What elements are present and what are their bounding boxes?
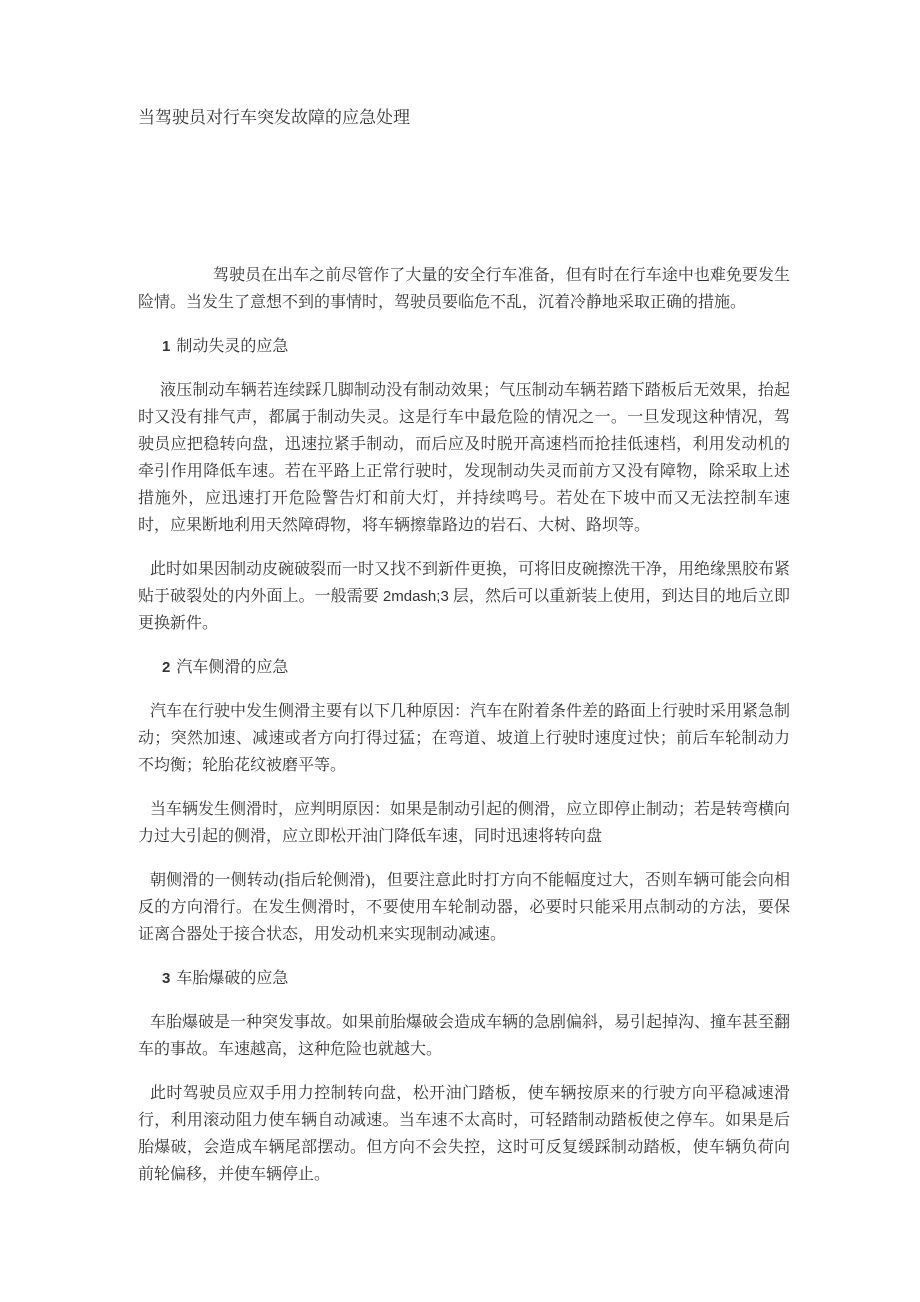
section-number-2: 2	[162, 659, 171, 676]
section-heading-label-2: 汽车侧滑的应急	[176, 659, 289, 676]
section1-paragraph-2	[138, 556, 790, 637]
section1-paragraph-1: 液压制动车辆若连续踩几脚制动没有制动效果；气压制动车辆若踏下踏板后无效果，抬起时又没有排气声，都属于制动失灵。这是行车中最危险的情况之一。一旦发现这种情况，驾驶员应把稳转向盘，迅速拉紧手制动，而后应及时脱开高速档而抢挂低速档，利用发动机的牵引作用降低车速。若在平路上正常行驶时，发现制动失灵而前方又没有障物，除采取上述措施外，应迅速打开危险警告灯和前大灯，并持续鸣号。若处在下坡中而又无法控制车速时，应果断地利用天然障碍物，将车辆擦靠路边的岩石、大树、路坝等。	[138, 382, 790, 534]
section3-paragraph-2: 此时驾驶员应双手用力控制转向盘，松开油门踏板，使车辆按原来的行驶方向平稳减速滑行，利用滚动阻力使车辆自动减速。当车速不太高时，可轻踏制动踏板使之停车。如果是后胎爆破，会造成车辆尾部摆动。但方向不会失控，这时可反复缓踩制动踏板，使车辆负荷向前轮偏移，并使车辆停止。	[138, 1085, 790, 1183]
section-heading-1	[138, 333, 790, 360]
section-number-1: 1	[162, 338, 171, 355]
section2-paragraph-2: 当车辆发生侧滑时，应判明原因：如果是制动引起的侧滑，应立即停止制动；若是转弯横向力过大引起的侧滑，应立即松开油门降低车速，同时迅速将转向盘	[138, 801, 791, 845]
section3-paragraph-1: 车胎爆破是一种突发事故。如果前胎爆破会造成车辆的急剧偏斜，易引起掉沟、撞车甚至翻车的事故。车速越高，这种危险也就越大。	[138, 1014, 791, 1058]
intro-paragraph: 驾驶员在出车之前尽管作了大量的安全行车准备，但有时在行车途中也难免要发生险情。当发生了意想不到的事情时，驾驶员要临危不乱，沉着冷静地采取正确的措施。	[138, 267, 790, 311]
section-number-3: 3	[162, 970, 171, 987]
section1-paragraph-2-latin-range: 2mdash;3	[382, 588, 449, 605]
section1-paragraph-2-text-after: 层，然后可以重新装上使用，到达目的地后立即更换新件。	[138, 588, 790, 632]
section-heading-2	[138, 654, 790, 681]
document-title: 当驾驶员对行车突发故障的应急处理	[138, 108, 410, 127]
section2-paragraph-1: 汽车在行驶中发生侧滑主要有以下几种原因：汽车在附着条件差的路面上行驶时采用紧急制动；突然加速、减速或者方向打得过猛；在弯道、坡道上行驶时速度过快；前后车轮制动力不均衡；轮胎花纹被磨平等。	[138, 703, 791, 774]
section-heading-label-3: 车胎爆破的应急	[176, 970, 289, 987]
section1-paragraph-2-text-before: 此时如果因制动皮碗破裂而一时又找不到新件更换，可将旧皮碗擦洗干净，用绝缘黑胶布紧贴于破裂处的内外面上。一般需要	[138, 561, 791, 605]
section-heading-3	[138, 965, 790, 992]
section-heading-label-1: 制动失灵的应急	[176, 338, 289, 355]
section2-paragraph-3: 朝侧滑的一侧转动(指后轮侧滑)，但要注意此时打方向不能幅度过大，否则车辆可能会向相反的方向滑行。在发生侧滑时，不要使用车轮制动器，必要时只能采用点制动的方法，要保证离合器处于接合状态，用发动机来实现制动减速。	[138, 872, 790, 943]
